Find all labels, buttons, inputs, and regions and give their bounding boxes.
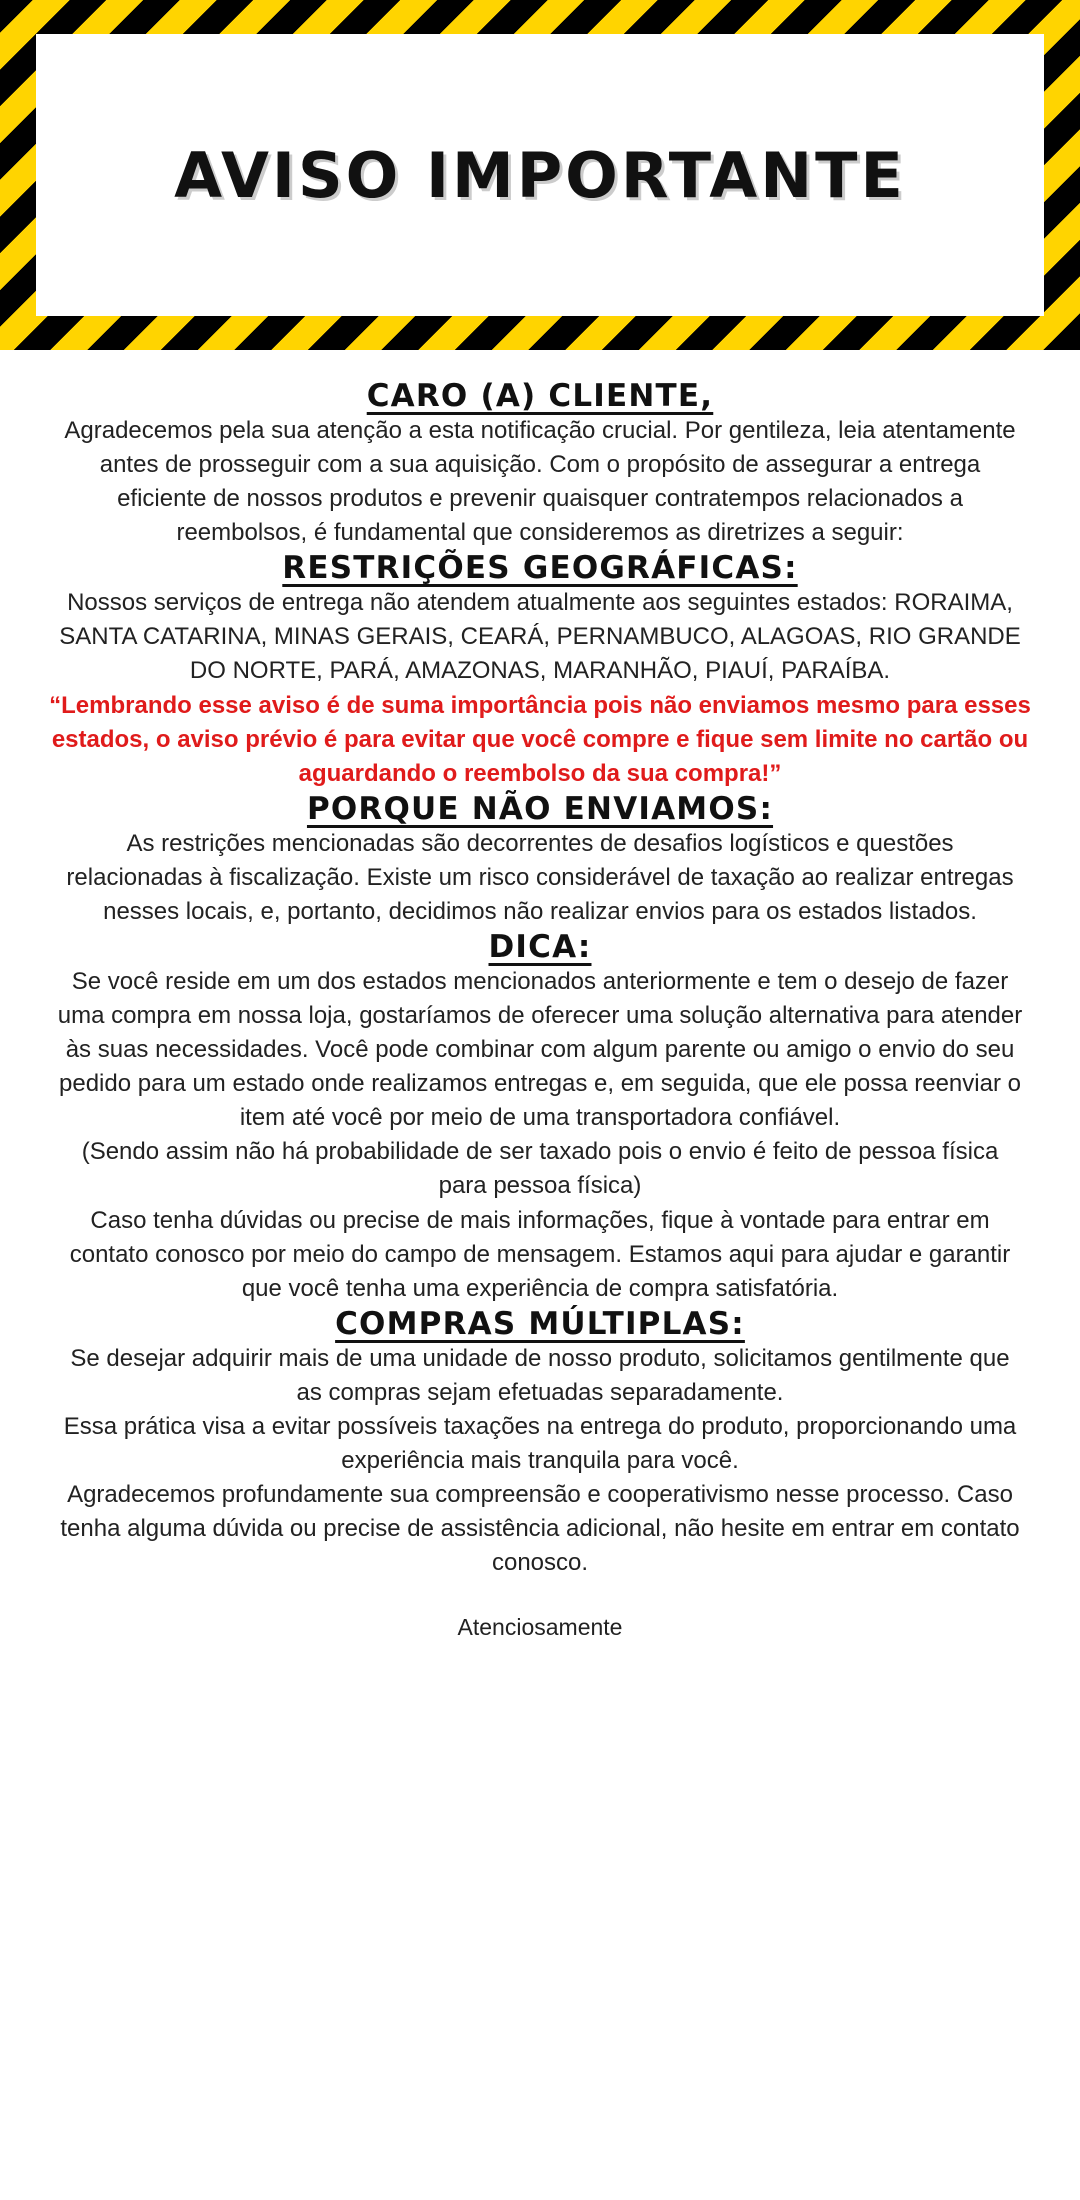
multiple-purchases-body-primary: Se desejar adquirir mais de uma unidade de nosso produto, solicitamos gentilmente que as compras sejam efetuadas separadamente. [70,1344,1010,1406]
why-no-shipping-body: As restrições mencionadas são decorrentes de desafios logísticos e questões relacionadas à fiscalização. Existe um risco considerável de taxação ao realizar entregas nesses locais, e, portanto, decidimos não realizar envios para os estados listados. [66,829,1014,925]
multiple-purchases-body-secondary: Essa prática visa a evitar possíveis taxações na entrega do produto, proporcionando uma experiência mais tranquila para você. [63,1412,1017,1475]
geographic-restrictions-heading: RESTRIÇÕES GEOGRÁFICAS: [282,550,798,587]
signature: Atenciosamente [457,1614,623,1641]
tip-body-contact: Caso tenha dúvidas ou precise de mais informações, fique à vontade para entrar em contato conosco por meio do campo de mensagem. Estamos aqui para ajudar e garantir que você tenha uma experiência de compra satisfatória. [69,1206,1011,1302]
greeting-heading: CARO (A) CLIENTE, [366,378,714,414]
tip-body-note: (Sendo assim não há probabilidade de ser taxado pois o envio é feito de pessoa física para pessoa física) [81,1138,999,1200]
multiple-purchases-heading: COMPRAS MÚLTIPLAS: [335,1305,745,1342]
geographic-restrictions-warning: “Lembrando esse aviso é de suma importância pois não enviamos mesmo para esses estados, o aviso prévio é para evitar que você compre e fique sem limite no cartão ou aguardando o reembolso da sua compra!” [49,691,1031,787]
banner-inner [36,34,1044,316]
geographic-restrictions-body: Nossos serviços de entrega não atendem atualmente aos seguintes estados: RORAIMA, SANTA CATARINA, MINAS GERAIS, CEARÁ, PERNAMBUCO, ALAGOAS, RIO GRANDE DO NORTE, PARÁ, AMAZONAS, MARANHÃO, PIAUÍ, PARAÍBA. [59,589,1021,685]
intro-paragraph: Agradecemos pela sua atenção a esta notificação crucial. Por gentileza, leia atentamente antes de prosseguir com a sua aquisição. Com o propósito de assegurar a entrega eficiente de nossos produtos e prevenir quaisquer contratempos relacionados a reembolsos, é fundamental que consideremos as diretrizes a seguir: [64,417,1016,547]
why-no-shipping-heading: PORQUE NÃO ENVIAMOS: [306,790,774,827]
closing-paragraph: Agradecemos profundamente sua compreensão e cooperativismo nesse processo. Caso tenha alguma dúvida ou precise de assistência adicional, não hesite em entrar em contato conosco. [60,1481,1020,1577]
tip-body-primary: Se você reside em um dos estados mencionados anteriormente e tem o desejo de fazer uma compra em nossa loja, gostaríamos de oferecer uma solução alternativa para atender às suas necessidades. Você pode combinar com algum parente ou amigo o envio do seu pedido para um estado onde realizamos entregas e, em seguida, que ele possa reenviar o item até você por meio de uma transportadora confiável. [57,968,1023,1132]
tip-heading: DICA: [488,929,592,966]
hazard-banner [0,0,1080,350]
notice-content [0,350,1080,1704]
banner-title: AVISO IMPORTANTE [174,138,906,212]
